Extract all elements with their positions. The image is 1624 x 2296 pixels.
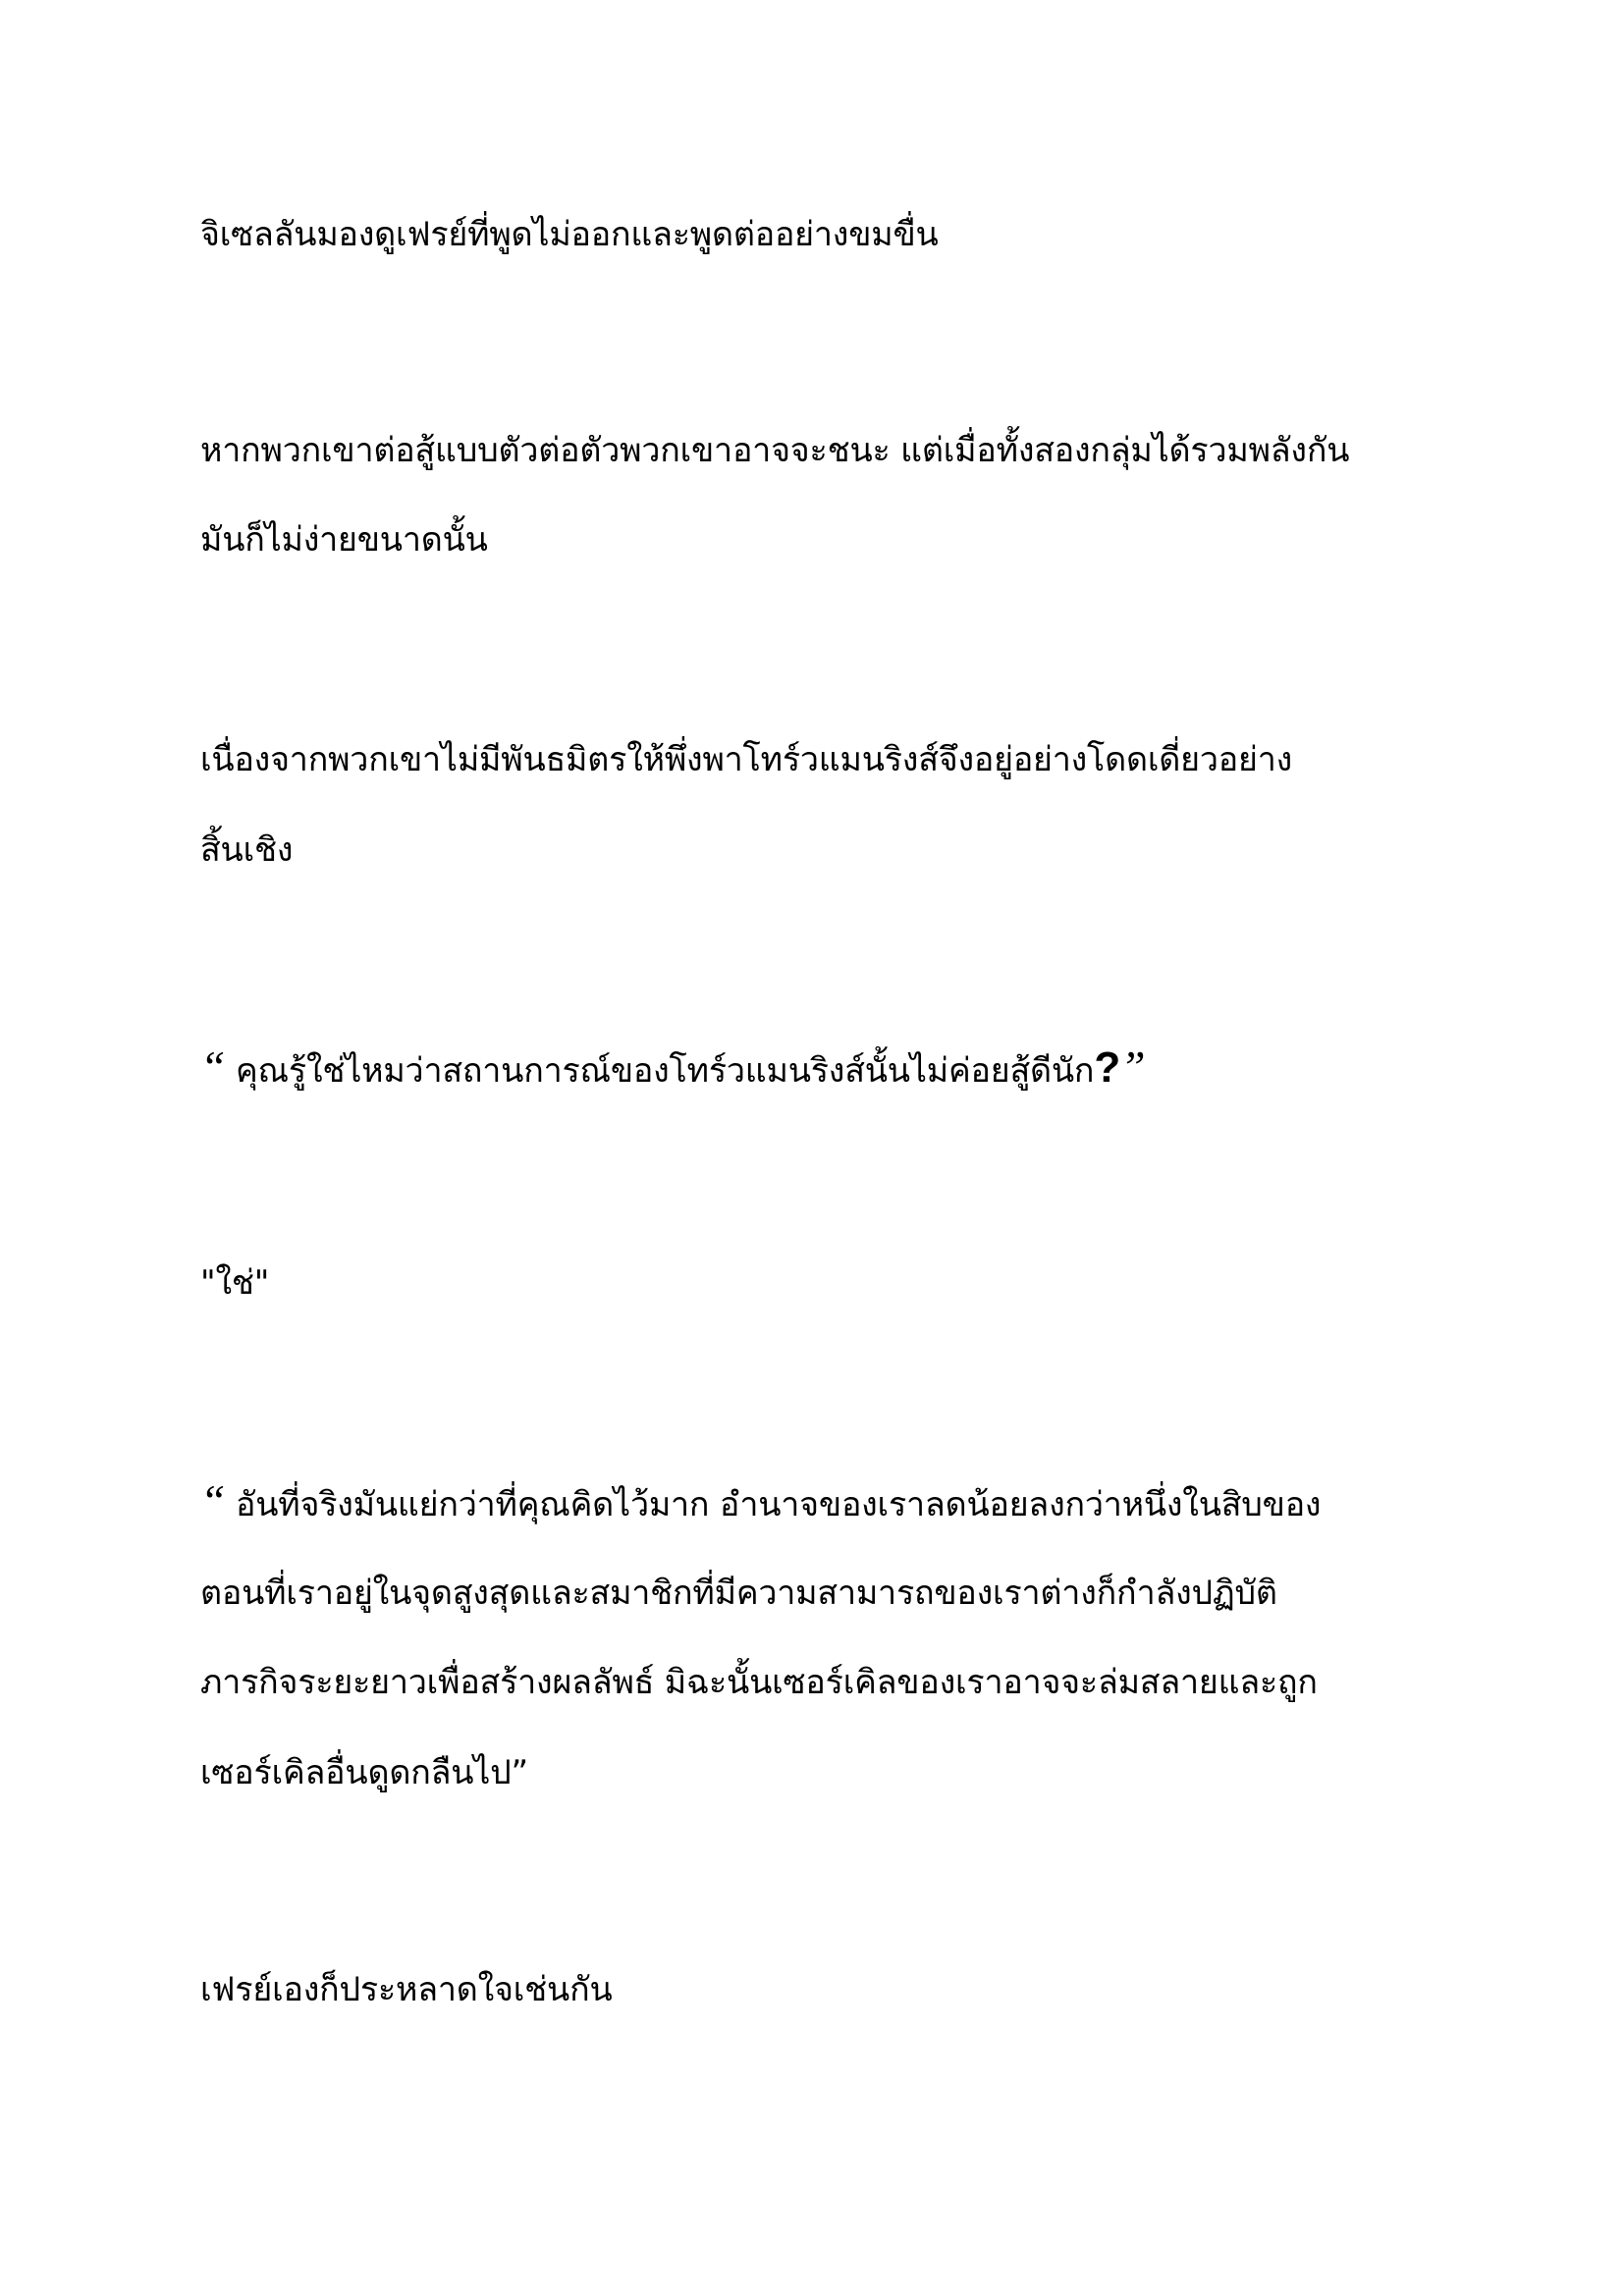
close-quote-mark: ” — [1120, 1041, 1146, 1092]
open-quote-mark: “ — [200, 1041, 226, 1092]
paragraph-3-line-1: เนื่องจากพวกเขาไม่มีพันธมิตรให้พึ่งพาโทร์วแมนริงส์จึงอยู่อย่างโดดเดี่ยวอย่าง — [200, 740, 1293, 779]
paragraph-7-line-1: เฟรย์เองก็ประหลาดใจเช่นกัน — [200, 1970, 613, 2009]
open-quote-mark: “ — [200, 1475, 226, 1525]
paragraph-5-reply: "ใช่" — [200, 1263, 270, 1303]
paragraph-6-line-2: ตอนที่เราอยู่ในจุดสูงสุดและสมาชิกที่มีความสามารถของเราต่างก็กำลังปฏิบัติ — [200, 1574, 1277, 1613]
paragraph-6-line-4: เซอร์เคิลอื่นดูดกลืนไป” — [200, 1753, 528, 1792]
paragraph-1-line-1: จิเซลลันมองดูเฟรย์ที่พูดไม่ออกและพูดต่ออย่างขมขื่น — [200, 215, 939, 254]
paragraph-4-text: คุณรู้ใช่ไหมว่าสถานการณ์ของโทร์วแมนริงส์นั้นไม่ค่อยสู้ดีนัก — [225, 1051, 1095, 1091]
paragraph-2-line-2: มันก็ไม่ง่ายขนาดนั้น — [200, 520, 488, 560]
paragraph-3-line-2: สิ้นเชิง — [200, 830, 294, 870]
question-mark: ? — [1094, 1043, 1120, 1092]
paragraph-6-line-3: ภารกิจระยะยาวเพื่อสร้างผลลัพธ์ มิฉะนั้นเซอร์เคิลของเราอาจจะล่มสลายและถูก — [200, 1663, 1318, 1702]
paragraph-6-line-1-text: อันที่จริงมันแย่กว่าที่คุณคิดไว้มาก อำนาจของเราลดน้อยลงกว่าหนึ่งในสิบของ — [225, 1485, 1322, 1524]
paragraph-2-line-1: หากพวกเขาต่อสู้แบบตัวต่อตัวพวกเขาอาจจะชนะ แต่เมื่อทั้งสองกลุ่มได้รวมพลังกัน — [200, 431, 1350, 470]
paragraph-6-line-1 — [200, 1477, 1321, 1528]
paragraph-4-quote — [200, 1043, 1145, 1095]
